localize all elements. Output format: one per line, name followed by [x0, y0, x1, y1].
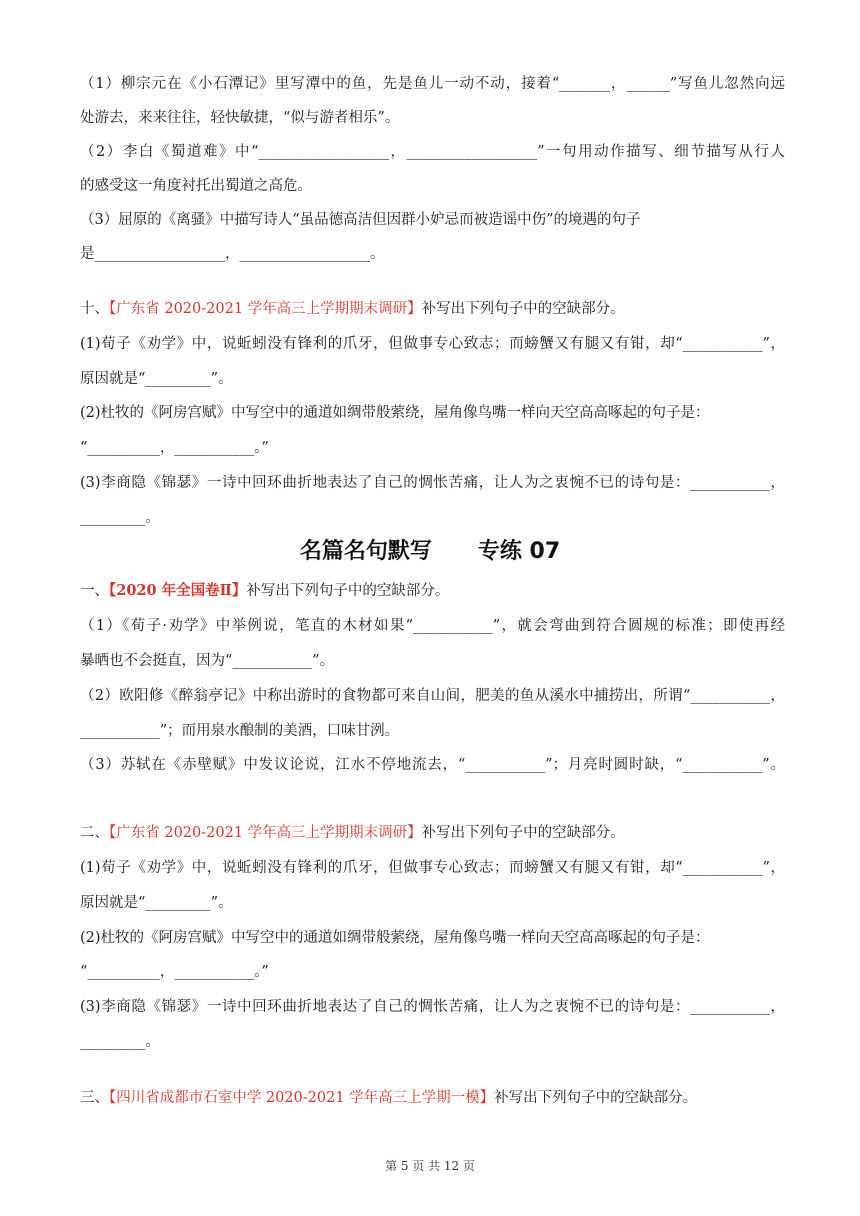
section-three-heading	[80, 1087, 785, 1109]
two-q3-line2: _________。	[80, 1034, 160, 1050]
two-q1-line2: 原因就是“_________”。	[80, 895, 233, 911]
section-ten-instruction: 补写出下列句子中的空缺部分。	[421, 301, 625, 317]
section-one-source: 【2020 年全国卷Ⅱ】	[109, 582, 247, 599]
section-two-source: 【广东省 2020-2021 学年高三上学期期末调研】	[109, 825, 422, 841]
two-q2-line1: (2)杜牧的《阿房宫赋》中写空中的通道如绸带般萦绕，屋角像鸟嘴一样向天空高高啄起的句子是：	[80, 930, 710, 946]
two-q2-line2: “__________，___________。”	[80, 964, 269, 980]
ten-q2-line1: (2)杜牧的《阿房宫赋》中写空中的通道如绸带般萦绕，屋角像鸟嘴一样向天空高高啄起的句子是：	[80, 405, 710, 421]
section-three-source: 【四川省成都市石室中学 2020-2021 学年高三上学期一模】	[109, 1090, 495, 1106]
section-one-heading	[80, 580, 785, 602]
title-main: 名篇名句默写	[299, 539, 432, 564]
section-ten-number: 十、	[80, 301, 109, 317]
page-title	[0, 537, 860, 567]
ten-q3-line1: (3)李商隐《锦瑟》一诗中回环曲折地表达了自己的惆怅苦痛，让人为之衷惋不已的诗句是：___________，	[80, 475, 785, 491]
prev-q3-line1: （3）屈原的《离骚》中描写诗人“虽品德高洁但因群小妒忌而被造谣中伤”的境遇的句子	[80, 212, 641, 228]
prev-q1-line2: 处游去，来来往往，轻快敏捷，“似与游者相乐”。	[80, 110, 400, 126]
prev-q2-line1: （2）李白《蜀道难》中“__________________，__________________”一句用动作描写、细节描写从行人	[80, 144, 785, 160]
ten-q2-line2: “__________，___________。”	[80, 440, 269, 456]
page-number: 第 5 页 共 12 页	[385, 1159, 475, 1173]
section-two-instruction: 补写出下列句子中的空缺部分。	[421, 825, 625, 841]
ten-q1-line1: (1)荀子《劝学》中，说蚯蚓没有锋利的爪牙，但做事专心致志；而螃蟹又有腿又有钳，却“___________”，	[80, 336, 785, 352]
section-two-number: 二、	[80, 825, 109, 841]
one-q2-line1: （2）欧阳修《醉翁亭记》中称出游时的食物都可来自山间，肥美的鱼从溪水中捕捞出，所谓“___________，	[80, 688, 785, 704]
one-q3-line1: （3）苏轼在《赤壁赋》中发议论说，江水不停地流去，“___________”；月亮时圆时缺，“___________”。	[80, 757, 785, 773]
section-three-number: 三、	[80, 1090, 109, 1106]
one-q1-line2: 暴晒也不会挺直，因为“___________”。	[80, 653, 335, 669]
two-q3-line1: (3)李商隐《锦瑟》一诗中回环曲折地表达了自己的惆怅苦痛，让人为之衷惋不已的诗句是：___________，	[80, 999, 785, 1015]
section-ten-heading	[80, 298, 785, 320]
ten-q1-line2: 原因就是“_________”。	[80, 371, 233, 387]
section-one-number: 一、	[80, 583, 109, 599]
one-q1-line1: （1）《荀子·劝学》中举例说，笔直的木材如果“___________”，就会弯曲到符合圆规的标准；即使再经	[80, 618, 785, 634]
ten-q3-line2: _________。	[80, 510, 160, 526]
section-ten-source: 【广东省 2020-2021 学年高三上学期期末调研】	[109, 301, 422, 317]
section-two-heading	[80, 822, 785, 844]
section-one-instruction: 补写出下列句子中的空缺部分。	[246, 583, 450, 599]
prev-q3-line2: 是__________________，__________________。	[80, 246, 385, 262]
two-q1-line1: (1)荀子《劝学》中，说蚯蚓没有锋利的爪牙，但做事专心致志；而螃蟹又有腿又有钳，却“___________”，	[80, 860, 785, 876]
prev-q1-line1: （1）柳宗元在《小石潭记》里写潭中的鱼，先是鱼儿一动不动，接着“_______，______”写鱼儿忽然向远	[80, 76, 785, 92]
prev-q2-line2: 的感受这一角度衬托出蜀道之高危。	[80, 178, 312, 194]
one-q2-line2: ___________”；而用泉水酿制的美酒，口味甘洌。	[80, 723, 400, 739]
title-sub: 专练 07	[477, 539, 561, 564]
section-three-instruction: 补写出下列句子中的空缺部分。	[494, 1090, 698, 1106]
